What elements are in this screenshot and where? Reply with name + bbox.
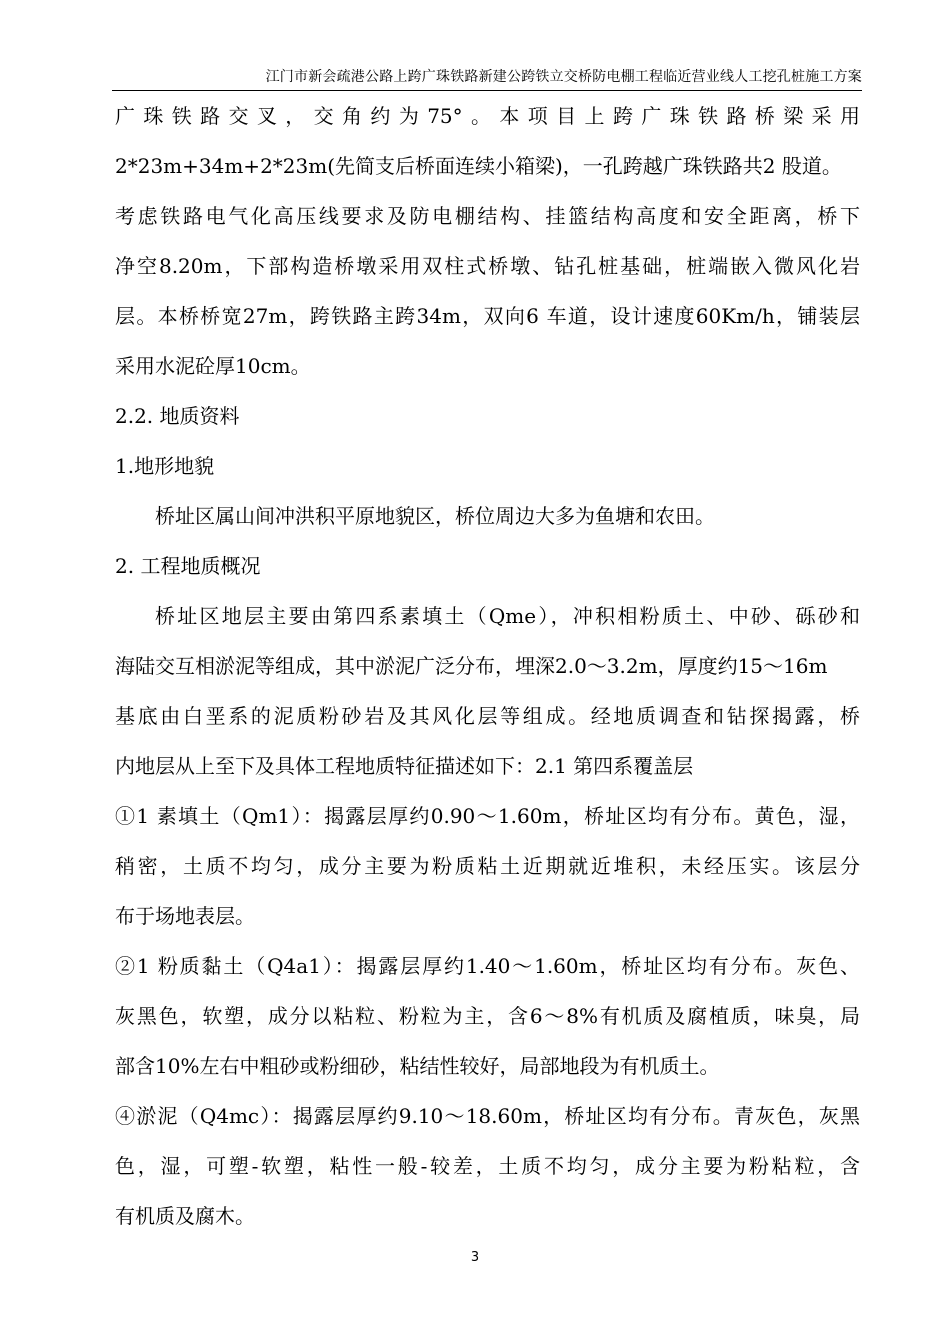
paragraph-line: ②1 粉质黏土（Q4a1）：揭露层厚约1.40～1.60m，桥址区均有分布。灰色、 (115, 954, 860, 978)
paragraph-line: 内地层从上至下及具体工程地质特征描述如下：2.1 第四系覆盖层 (115, 754, 694, 778)
paragraph-line: 2*23m+34m+2*23m(先简支后桥面连续小箱梁)，一孔跨越广珠铁路共2 股道。 (115, 154, 842, 178)
paragraph-line: 净空8.20m，下部构造桥墩采用双柱式桥墩、钻孔桩基础，桩端嵌入微风化岩 (115, 254, 860, 278)
paragraph-line: 基底由白垩系的泥质粉砂岩及其风化层等组成。经地质调查和钻探揭露，桥 (115, 704, 860, 728)
section-heading: 2.2. 地质资料 (115, 404, 240, 428)
paragraph-line: 海陆交互相淤泥等组成，其中淤泥广泛分布，埋深2.0～3.2m，厚度约15～16m (115, 654, 828, 678)
paragraph-line: 考虑铁路电气化高压线要求及防电棚结构、挂篮结构高度和安全距离，桥下 (115, 204, 860, 228)
paragraph-line: 桥址区属山间冲洪积平原地貌区，桥位周边大多为鱼塘和农田。 (155, 504, 715, 528)
paragraph-line: 桥址区地层主要由第四系素填土（Qme），冲积相粉质土、中砂、砾砂和 (155, 604, 860, 628)
subsection-heading: 2. 工程地质概况 (115, 554, 261, 578)
paragraph-line: 层。本桥桥宽27m，跨铁路主跨34m，双向6 车道，设计速度60Km/h，铺装层 (115, 304, 860, 328)
running-header: 江门市新会疏港公路上跨广珠铁路新建公跨铁立交桥防电棚工程临近营业线人工挖孔桩施工方案 (265, 69, 862, 85)
paragraph-line: 广珠铁路交叉，交角约为75°。本项目上跨广珠铁路桥梁采用 (115, 104, 860, 128)
subsection-heading: 1.地形地貌 (115, 454, 215, 478)
paragraph-line: 稍密，土质不均匀，成分主要为粉质粘土近期就近堆积，未经压实。该层分 (115, 854, 860, 878)
paragraph-line: 灰黑色，软塑，成分以粘粒、粉粒为主，含6～8%有机质及腐植质，味臭，局 (115, 1004, 860, 1028)
paragraph-line: 部含10%左右中粗砂或粉细砂，粘结性较好，局部地段为有机质土。 (115, 1054, 720, 1078)
paragraph-line: 布于场地表层。 (115, 904, 255, 928)
page-number: 3 (470, 1250, 480, 1265)
paragraph-line: 有机质及腐木。 (115, 1204, 255, 1228)
document-body (115, 91, 860, 1241)
paragraph-line: 色，湿，可塑-软塑，粘性一般-较差，土质不均匀，成分主要为粉粘粒，含 (115, 1154, 860, 1178)
paragraph-line: 采用水泥砼厚10cm。 (115, 354, 311, 378)
paragraph-line: ④淤泥（Q4mc）：揭露层厚约9.10～18.60m，桥址区均有分布。青灰色，灰黑 (115, 1104, 860, 1128)
paragraph-line: ①1 素填土（Qm1）：揭露层厚约0.90～1.60m，桥址区均有分布。黄色，湿， (115, 804, 860, 828)
